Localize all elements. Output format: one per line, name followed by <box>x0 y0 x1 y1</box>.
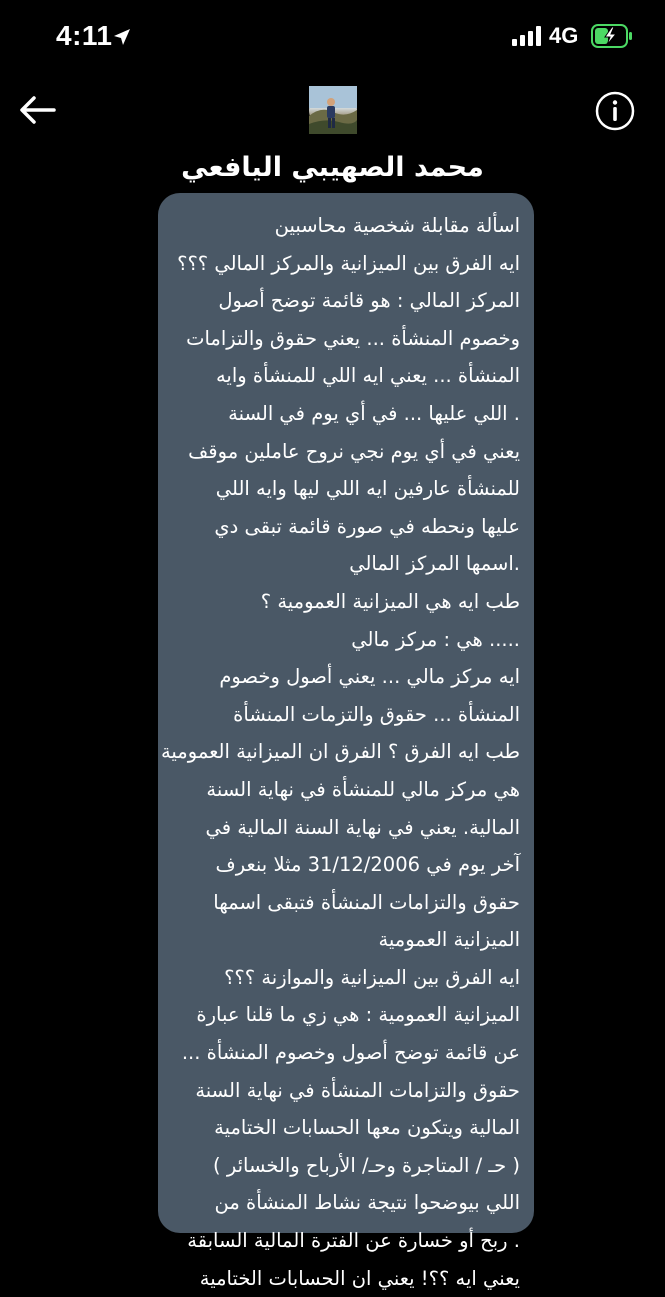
location-arrow-icon <box>112 27 132 47</box>
network-label: 4G <box>549 23 579 48</box>
message-line: وخصوم المنشأة ... يعني حقوق والتزامات <box>186 326 520 350</box>
info-icon <box>594 90 636 132</box>
message-line: اسألة مقابلة شخصية محاسبين <box>274 214 520 237</box>
message-line: حقوق والتزامات المنشأة في نهاية السنة <box>195 1078 520 1102</box>
message-line: المالية. يعني في نهاية السنة المالية في <box>205 815 520 839</box>
message-line: يعني في أي يوم نجي نروح عاملين موقف <box>188 439 520 463</box>
battery-charging-icon <box>591 24 633 48</box>
message-line: المنشأة ... حقوق والتزمات المنشأة <box>233 702 520 726</box>
message-line: حقوق والتزامات المنشأة فتبقى اسمها <box>213 890 520 914</box>
back-arrow-icon <box>18 95 58 125</box>
message-line: عن قائمة توضح أصول وخصوم المنشأة ... <box>181 1041 520 1065</box>
back-button[interactable] <box>14 90 62 130</box>
contact-avatar[interactable] <box>309 86 357 134</box>
avatar-photo <box>309 86 357 134</box>
status-bar <box>0 0 665 74</box>
message-line: .اسمها المركز المالي <box>349 552 520 576</box>
message-line: ..... هي : مركز مالي <box>351 627 520 651</box>
message-bubble[interactable] <box>158 193 534 1290</box>
message-line: هي مركز مالي للمنشأة في نهاية السنة <box>206 777 520 801</box>
message-line: يعني ايه ؟؟! يعني ان الحسابات الختامية <box>199 1266 520 1290</box>
message-line: المنشأة ... يعني ايه اللي للمنشأة وايه <box>215 364 520 388</box>
message-line: ايه مركز مالي ... يعني أصول وخصوم <box>219 665 520 689</box>
conversation-header <box>0 74 665 194</box>
message-line: . اللي عليها ... في أي يوم في السنة <box>228 401 520 425</box>
message-line: ايه الفرق بين الميزانية والموازنة ؟؟؟ <box>224 965 520 989</box>
message-line: طب ايه الفرق ؟ الفرق ان الميزانية العمومية <box>160 740 520 764</box>
message-line: آخر يوم في 31/12/2006 مثلا بنعرف <box>215 853 520 877</box>
message-line: اللي بيوضحوا نتيجة نشاط المنشأة من <box>214 1191 520 1215</box>
message-line: عليها ونحطه في صورة قائمة تبقى دي <box>214 514 520 538</box>
info-button[interactable] <box>594 90 636 132</box>
message-line: طب ايه هي الميزانية العمومية ؟ <box>260 589 520 613</box>
message-line: الميزانية العمومية : هي زي ما قلنا عبارة <box>196 1003 520 1027</box>
message-line: ( حـ / المتاجرة وحـ/ الأرباح والخسائر ) <box>213 1153 520 1177</box>
message-line: المركز المالي : هو قائمة توضح أصول <box>218 289 520 313</box>
contact-name[interactable]: محمد الصهيبي اليافعي <box>181 152 484 183</box>
status-time: 4:11 <box>56 20 113 51</box>
message-line: الميزانية العمومية <box>378 928 520 952</box>
message-line: المالية ويتكون معها الحسابات الختامية <box>214 1116 520 1140</box>
message-line: . ربح أو خسارة عن الفترة المالية السابقة <box>187 1229 520 1253</box>
message-line: للمنشأة عارفين ايه اللي ليها وايه اللي <box>215 477 520 501</box>
signal-bars-icon <box>512 26 542 46</box>
message-line: ايه الفرق بين الميزانية والمركز المالي ؟؟؟ <box>177 251 520 275</box>
